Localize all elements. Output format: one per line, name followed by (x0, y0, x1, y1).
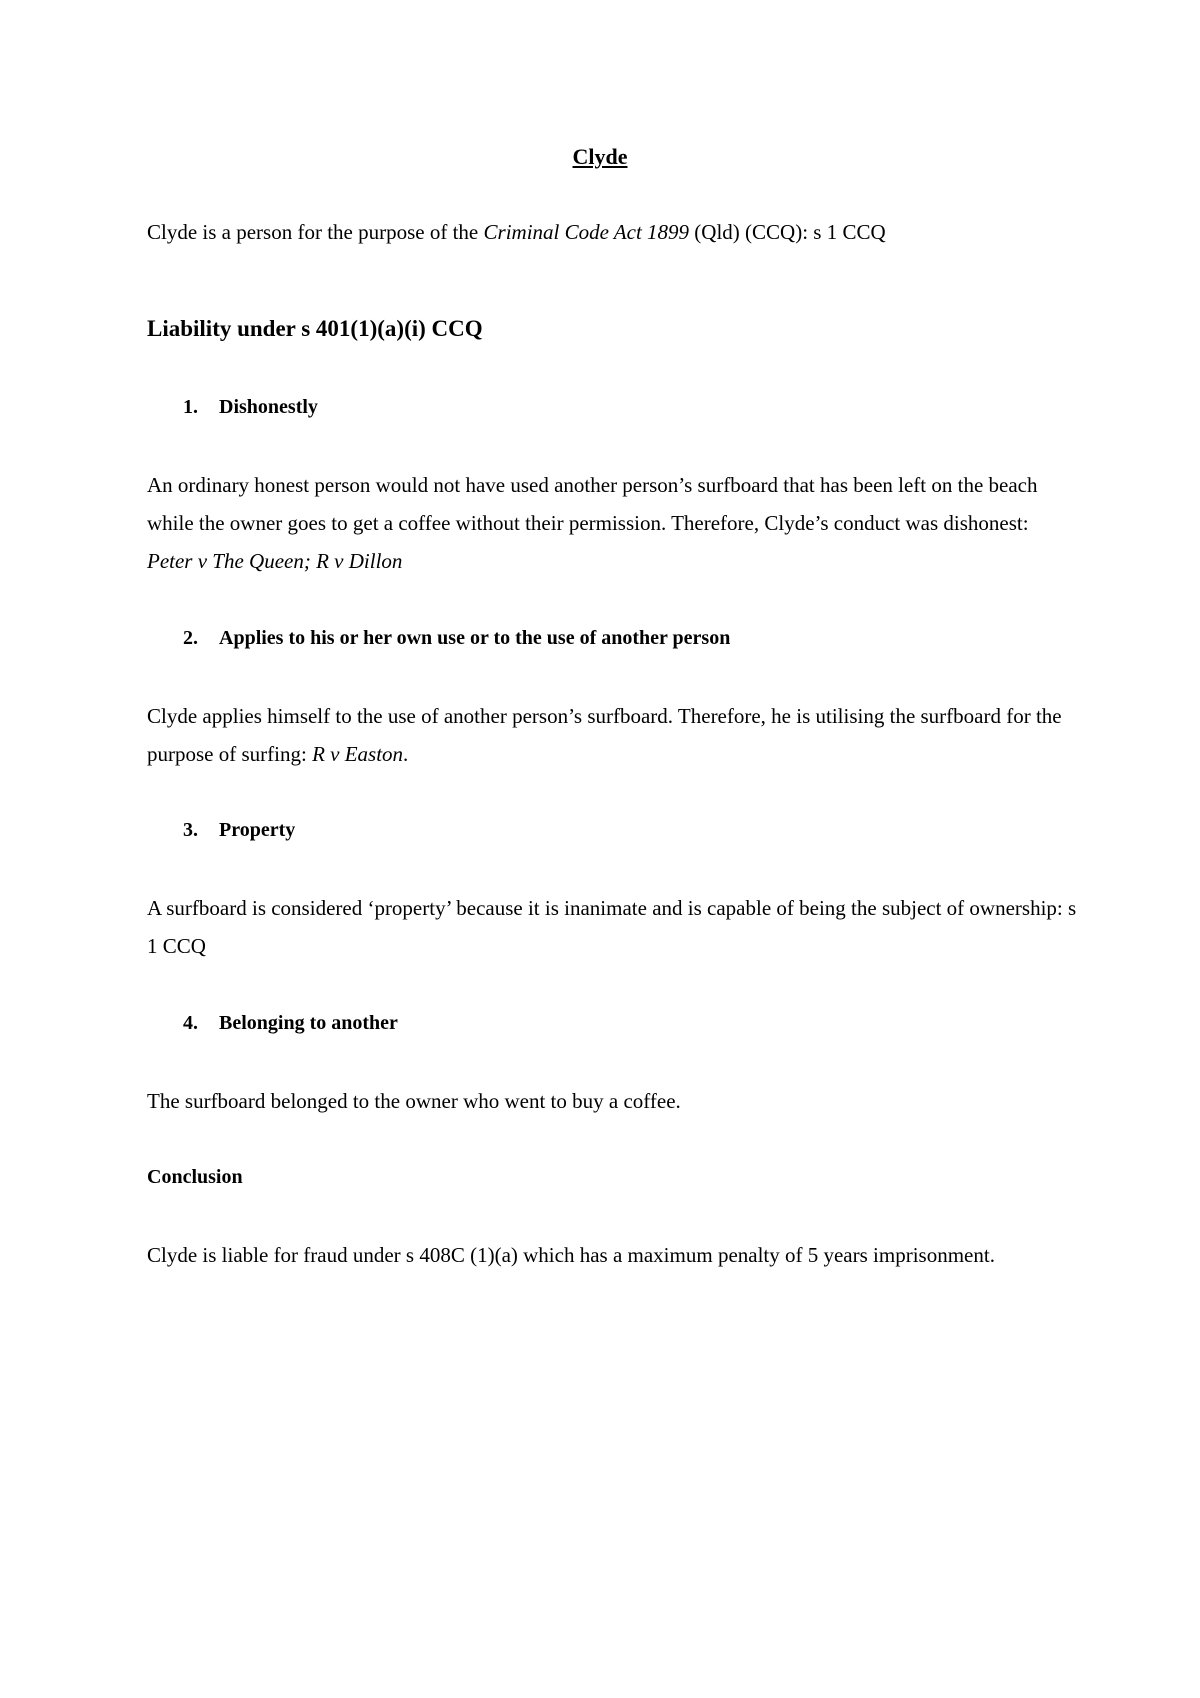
element-heading-1 (183, 392, 318, 422)
element-body-1 (147, 466, 1077, 580)
element-body-2 (147, 697, 1077, 773)
element-body-text: A surfboard is considered ‘property’ because it is inanimate and is capable of being the subject of ownership: s 1 CCQ (147, 896, 1077, 958)
document-title: Clyde (572, 144, 628, 169)
conclusion-heading: Conclusion (147, 1166, 243, 1188)
section-heading: Liability under s 401(1)(a)(i) CCQ (147, 316, 483, 341)
element-heading-3 (183, 815, 295, 845)
element-heading-4 (183, 1008, 398, 1038)
case-citations: R v Easton (312, 742, 404, 766)
conclusion-paragraph: Clyde is liable for fraud under s 408C (1)(a) which has a maximum penalty of 5 years imprisonment. (147, 1243, 995, 1267)
element-body-3 (147, 889, 1077, 965)
element-number: 4. (183, 1012, 198, 1034)
element-body-after: . (403, 742, 409, 766)
element-title: Belonging to another (219, 1012, 398, 1034)
case-citations: Peter v The Queen; R v Dillon (147, 549, 403, 573)
element-number: 3. (183, 819, 198, 841)
intro-text-before: Clyde is a person for the purpose of the (147, 220, 484, 244)
element-body-text: The surfboard belonged to the owner who went to buy a coffee. (147, 1089, 681, 1113)
intro-text-after: (Qld) (CCQ): s 1 CCQ (689, 220, 886, 244)
intro-paragraph (147, 213, 1077, 251)
element-body-text: An ordinary honest person would not have used another person’s surfboard that has been left on the beach while the owner goes to get a coffee without their permission. Therefore, Clyde’s conduct was dishonest: (147, 473, 1038, 535)
element-title: Applies to his or her own use or to the use of another person (219, 627, 731, 649)
element-body-4 (147, 1082, 1077, 1120)
element-number: 2. (183, 627, 198, 649)
element-title: Dishonestly (219, 396, 318, 418)
element-number: 1. (183, 396, 198, 418)
element-title: Property (219, 819, 296, 841)
element-body-text: Clyde applies himself to the use of another person’s surfboard. Therefore, he is utilising the surfboard for the purpose of surfing: (147, 704, 1062, 766)
act-name: Criminal Code Act 1899 (483, 220, 690, 244)
element-heading-2 (183, 623, 730, 653)
